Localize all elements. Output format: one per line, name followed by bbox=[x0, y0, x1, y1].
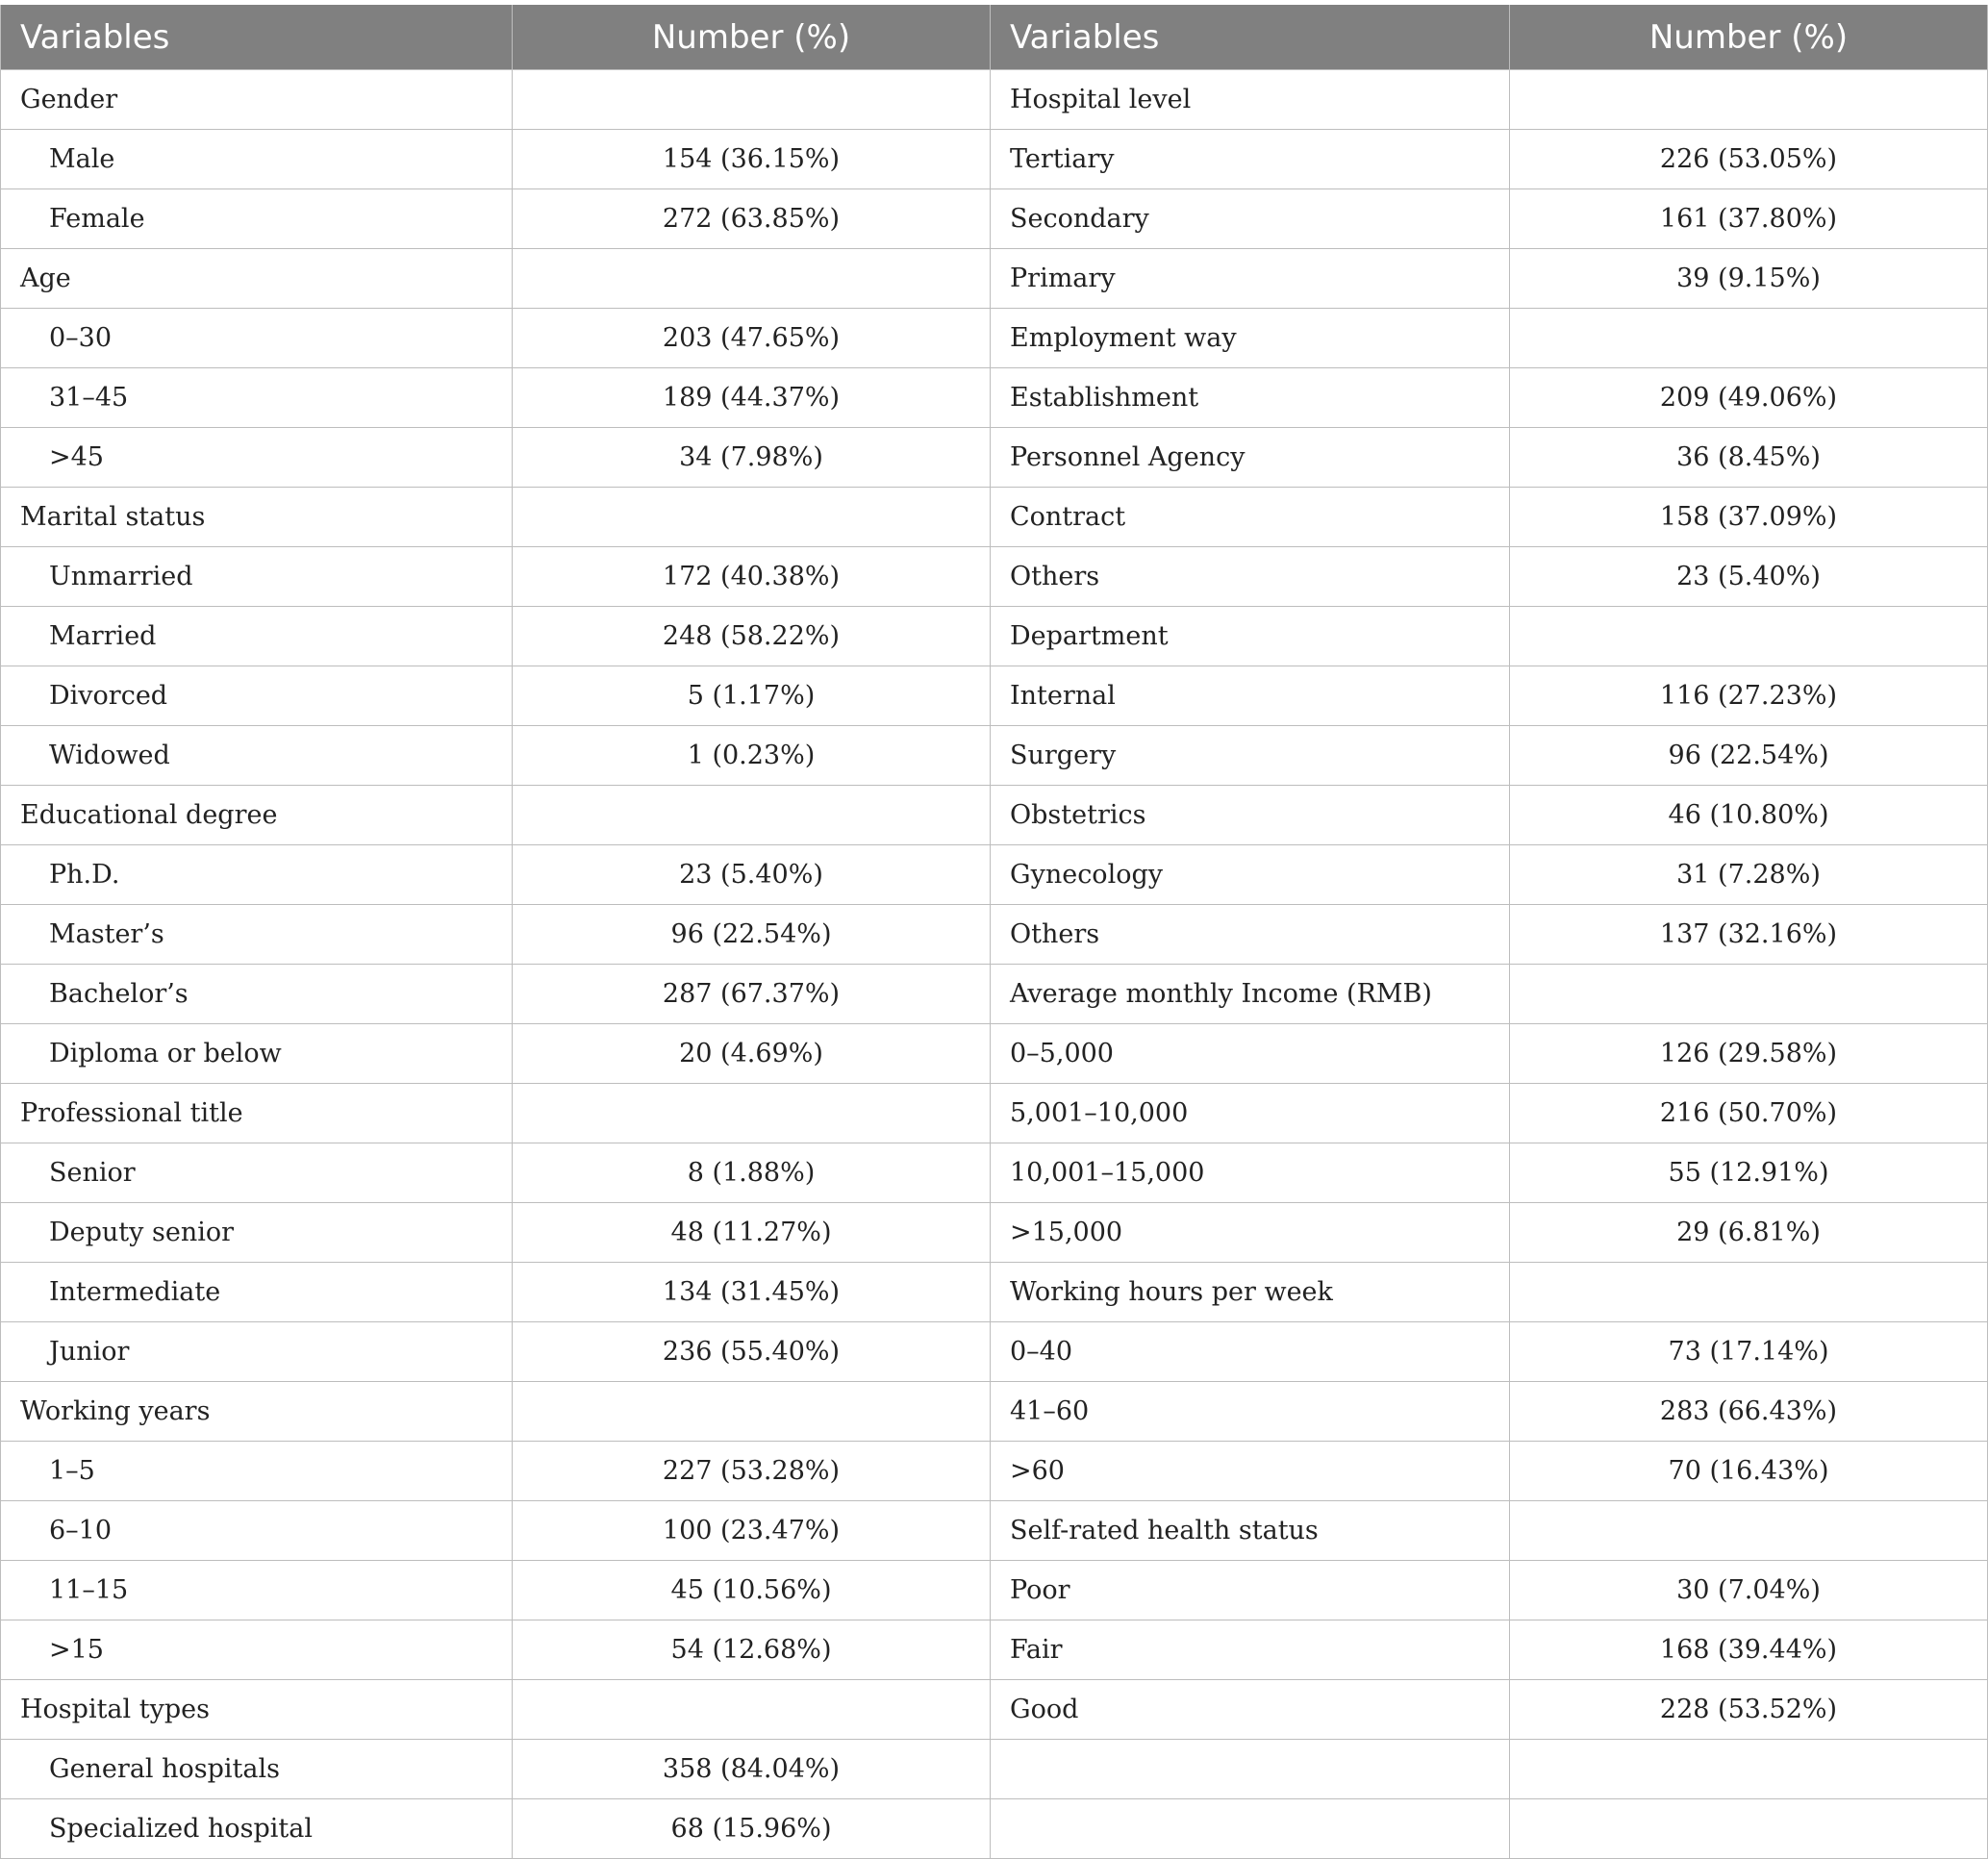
left-variable-cell: 1–5 bbox=[1, 1442, 513, 1501]
table-row bbox=[1, 70, 1988, 130]
right-number-cell: 283 (66.43%) bbox=[1510, 1382, 1988, 1442]
right-number-cell bbox=[1510, 70, 1988, 130]
right-number-cell: 31 (7.28%) bbox=[1510, 845, 1988, 905]
table-row bbox=[1, 1442, 1988, 1501]
table-row bbox=[1, 1382, 1988, 1442]
table-row bbox=[1, 189, 1988, 249]
right-number-cell: 29 (6.81%) bbox=[1510, 1203, 1988, 1263]
left-number-cell bbox=[513, 786, 991, 845]
table-header bbox=[1, 5, 1988, 70]
left-variable-cell: Educational degree bbox=[1, 786, 513, 845]
left-number-cell: 5 (1.17%) bbox=[513, 666, 991, 726]
right-number-cell: 216 (50.70%) bbox=[1510, 1084, 1988, 1143]
left-number-cell: 68 (15.96%) bbox=[513, 1799, 991, 1859]
left-variable-cell: Junior bbox=[1, 1322, 513, 1382]
right-variable-cell: Tertiary bbox=[991, 130, 1510, 189]
table-row bbox=[1, 666, 1988, 726]
right-variable-cell: Secondary bbox=[991, 189, 1510, 249]
right-number-cell: 228 (53.52%) bbox=[1510, 1680, 1988, 1740]
left-variable-cell: Deputy senior bbox=[1, 1203, 513, 1263]
right-variable-cell: Working hours per week bbox=[991, 1263, 1510, 1322]
right-number-cell: 30 (7.04%) bbox=[1510, 1561, 1988, 1620]
left-number-cell: 1 (0.23%) bbox=[513, 726, 991, 786]
left-variable-cell: Unmarried bbox=[1, 547, 513, 607]
table-row bbox=[1, 1322, 1988, 1382]
right-number-cell bbox=[1510, 309, 1988, 368]
table-row bbox=[1, 1203, 1988, 1263]
table-row bbox=[1, 845, 1988, 905]
left-number-cell: 189 (44.37%) bbox=[513, 368, 991, 428]
right-number-cell: 158 (37.09%) bbox=[1510, 488, 1988, 547]
left-variable-cell: Marital status bbox=[1, 488, 513, 547]
left-variable-cell: Professional title bbox=[1, 1084, 513, 1143]
table-row bbox=[1, 1501, 1988, 1561]
left-variable-cell: Diploma or below bbox=[1, 1024, 513, 1084]
left-variable-cell: Master’s bbox=[1, 905, 513, 965]
left-number-cell: 172 (40.38%) bbox=[513, 547, 991, 607]
table-row bbox=[1, 786, 1988, 845]
right-variable-cell: 5,001–10,000 bbox=[991, 1084, 1510, 1143]
right-number-cell bbox=[1510, 1263, 1988, 1322]
table-row bbox=[1, 488, 1988, 547]
table-row bbox=[1, 1263, 1988, 1322]
table-row bbox=[1, 1620, 1988, 1680]
right-variable-cell bbox=[991, 1799, 1510, 1859]
table-body bbox=[1, 70, 1988, 1859]
left-variable-cell: 0–30 bbox=[1, 309, 513, 368]
left-number-cell: 34 (7.98%) bbox=[513, 428, 991, 488]
right-variable-cell: Others bbox=[991, 547, 1510, 607]
left-number-cell: 287 (67.37%) bbox=[513, 965, 991, 1024]
header-number-right: Number (%) bbox=[1510, 5, 1988, 70]
left-number-cell bbox=[513, 488, 991, 547]
table-row bbox=[1, 368, 1988, 428]
left-variable-cell: Male bbox=[1, 130, 513, 189]
right-number-cell: 36 (8.45%) bbox=[1510, 428, 1988, 488]
right-number-cell: 23 (5.40%) bbox=[1510, 547, 1988, 607]
demographics-table bbox=[0, 5, 1988, 1859]
left-number-cell: 100 (23.47%) bbox=[513, 1501, 991, 1561]
right-variable-cell: 41–60 bbox=[991, 1382, 1510, 1442]
left-variable-cell: Working years bbox=[1, 1382, 513, 1442]
right-number-cell: 55 (12.91%) bbox=[1510, 1143, 1988, 1203]
right-number-cell: 168 (39.44%) bbox=[1510, 1620, 1988, 1680]
right-variable-cell: 0–5,000 bbox=[991, 1024, 1510, 1084]
left-number-cell: 236 (55.40%) bbox=[513, 1322, 991, 1382]
right-number-cell: 46 (10.80%) bbox=[1510, 786, 1988, 845]
left-number-cell: 96 (22.54%) bbox=[513, 905, 991, 965]
right-variable-cell bbox=[991, 1740, 1510, 1799]
header-variables-left: Variables bbox=[1, 5, 513, 70]
left-variable-cell: Intermediate bbox=[1, 1263, 513, 1322]
right-variable-cell: Personnel Agency bbox=[991, 428, 1510, 488]
left-number-cell: 134 (31.45%) bbox=[513, 1263, 991, 1322]
right-variable-cell: Self-rated health status bbox=[991, 1501, 1510, 1561]
left-number-cell: 48 (11.27%) bbox=[513, 1203, 991, 1263]
left-variable-cell: Gender bbox=[1, 70, 513, 130]
left-number-cell: 227 (53.28%) bbox=[513, 1442, 991, 1501]
table-row bbox=[1, 1799, 1988, 1859]
right-variable-cell: Internal bbox=[991, 666, 1510, 726]
right-variable-cell: Contract bbox=[991, 488, 1510, 547]
table-row bbox=[1, 1680, 1988, 1740]
left-number-cell: 20 (4.69%) bbox=[513, 1024, 991, 1084]
right-variable-cell: Employment way bbox=[991, 309, 1510, 368]
left-variable-cell: >15 bbox=[1, 1620, 513, 1680]
right-variable-cell: Poor bbox=[991, 1561, 1510, 1620]
right-variable-cell: Good bbox=[991, 1680, 1510, 1740]
table-row bbox=[1, 249, 1988, 309]
left-number-cell: 203 (47.65%) bbox=[513, 309, 991, 368]
left-number-cell: 358 (84.04%) bbox=[513, 1740, 991, 1799]
left-variable-cell: 31–45 bbox=[1, 368, 513, 428]
table-row bbox=[1, 1740, 1988, 1799]
left-variable-cell: Divorced bbox=[1, 666, 513, 726]
table-row bbox=[1, 905, 1988, 965]
left-variable-cell: Ph.D. bbox=[1, 845, 513, 905]
left-number-cell: 154 (36.15%) bbox=[513, 130, 991, 189]
left-number-cell bbox=[513, 1084, 991, 1143]
right-number-cell: 161 (37.80%) bbox=[1510, 189, 1988, 249]
right-variable-cell: Hospital level bbox=[991, 70, 1510, 130]
left-variable-cell: Age bbox=[1, 249, 513, 309]
table-row bbox=[1, 607, 1988, 666]
left-number-cell bbox=[513, 1680, 991, 1740]
left-number-cell bbox=[513, 70, 991, 130]
left-variable-cell: 6–10 bbox=[1, 1501, 513, 1561]
left-number-cell: 248 (58.22%) bbox=[513, 607, 991, 666]
right-variable-cell: Average monthly Income (RMB) bbox=[991, 965, 1510, 1024]
header-variables-right: Variables bbox=[991, 5, 1510, 70]
left-variable-cell: Female bbox=[1, 189, 513, 249]
left-variable-cell: Bachelor’s bbox=[1, 965, 513, 1024]
right-number-cell bbox=[1510, 607, 1988, 666]
right-variable-cell: Gynecology bbox=[991, 845, 1510, 905]
table-row bbox=[1, 1084, 1988, 1143]
table-row bbox=[1, 726, 1988, 786]
left-variable-cell: General hospitals bbox=[1, 1740, 513, 1799]
table-row bbox=[1, 547, 1988, 607]
left-variable-cell: Widowed bbox=[1, 726, 513, 786]
left-number-cell bbox=[513, 249, 991, 309]
header-row bbox=[1, 5, 1988, 70]
right-number-cell: 70 (16.43%) bbox=[1510, 1442, 1988, 1501]
left-variable-cell: >45 bbox=[1, 428, 513, 488]
right-number-cell bbox=[1510, 1501, 1988, 1561]
right-number-cell bbox=[1510, 965, 1988, 1024]
right-variable-cell: Obstetrics bbox=[991, 786, 1510, 845]
table-row bbox=[1, 1561, 1988, 1620]
right-variable-cell: Primary bbox=[991, 249, 1510, 309]
right-variable-cell: 10,001–15,000 bbox=[991, 1143, 1510, 1203]
right-number-cell: 137 (32.16%) bbox=[1510, 905, 1988, 965]
right-variable-cell: Others bbox=[991, 905, 1510, 965]
left-number-cell bbox=[513, 1382, 991, 1442]
right-variable-cell: 0–40 bbox=[991, 1322, 1510, 1382]
table-row bbox=[1, 130, 1988, 189]
left-variable-cell: Hospital types bbox=[1, 1680, 513, 1740]
right-number-cell: 209 (49.06%) bbox=[1510, 368, 1988, 428]
right-variable-cell: Fair bbox=[991, 1620, 1510, 1680]
right-variable-cell: >60 bbox=[991, 1442, 1510, 1501]
left-number-cell: 45 (10.56%) bbox=[513, 1561, 991, 1620]
right-number-cell: 39 (9.15%) bbox=[1510, 249, 1988, 309]
right-variable-cell: >15,000 bbox=[991, 1203, 1510, 1263]
table-row bbox=[1, 1024, 1988, 1084]
table-row bbox=[1, 1143, 1988, 1203]
table-row bbox=[1, 965, 1988, 1024]
right-number-cell: 96 (22.54%) bbox=[1510, 726, 1988, 786]
left-variable-cell: Senior bbox=[1, 1143, 513, 1203]
header-number-left: Number (%) bbox=[513, 5, 991, 70]
right-number-cell bbox=[1510, 1799, 1988, 1859]
right-variable-cell: Surgery bbox=[991, 726, 1510, 786]
table-row bbox=[1, 309, 1988, 368]
right-variable-cell: Department bbox=[991, 607, 1510, 666]
left-variable-cell: Married bbox=[1, 607, 513, 666]
left-variable-cell: 11–15 bbox=[1, 1561, 513, 1620]
right-number-cell: 73 (17.14%) bbox=[1510, 1322, 1988, 1382]
left-number-cell: 272 (63.85%) bbox=[513, 189, 991, 249]
right-number-cell: 126 (29.58%) bbox=[1510, 1024, 1988, 1084]
right-number-cell bbox=[1510, 1740, 1988, 1799]
left-number-cell: 8 (1.88%) bbox=[513, 1143, 991, 1203]
right-variable-cell: Establishment bbox=[991, 368, 1510, 428]
left-number-cell: 23 (5.40%) bbox=[513, 845, 991, 905]
left-variable-cell: Specialized hospital bbox=[1, 1799, 513, 1859]
right-number-cell: 226 (53.05%) bbox=[1510, 130, 1988, 189]
right-number-cell: 116 (27.23%) bbox=[1510, 666, 1988, 726]
table-row bbox=[1, 428, 1988, 488]
left-number-cell: 54 (12.68%) bbox=[513, 1620, 991, 1680]
